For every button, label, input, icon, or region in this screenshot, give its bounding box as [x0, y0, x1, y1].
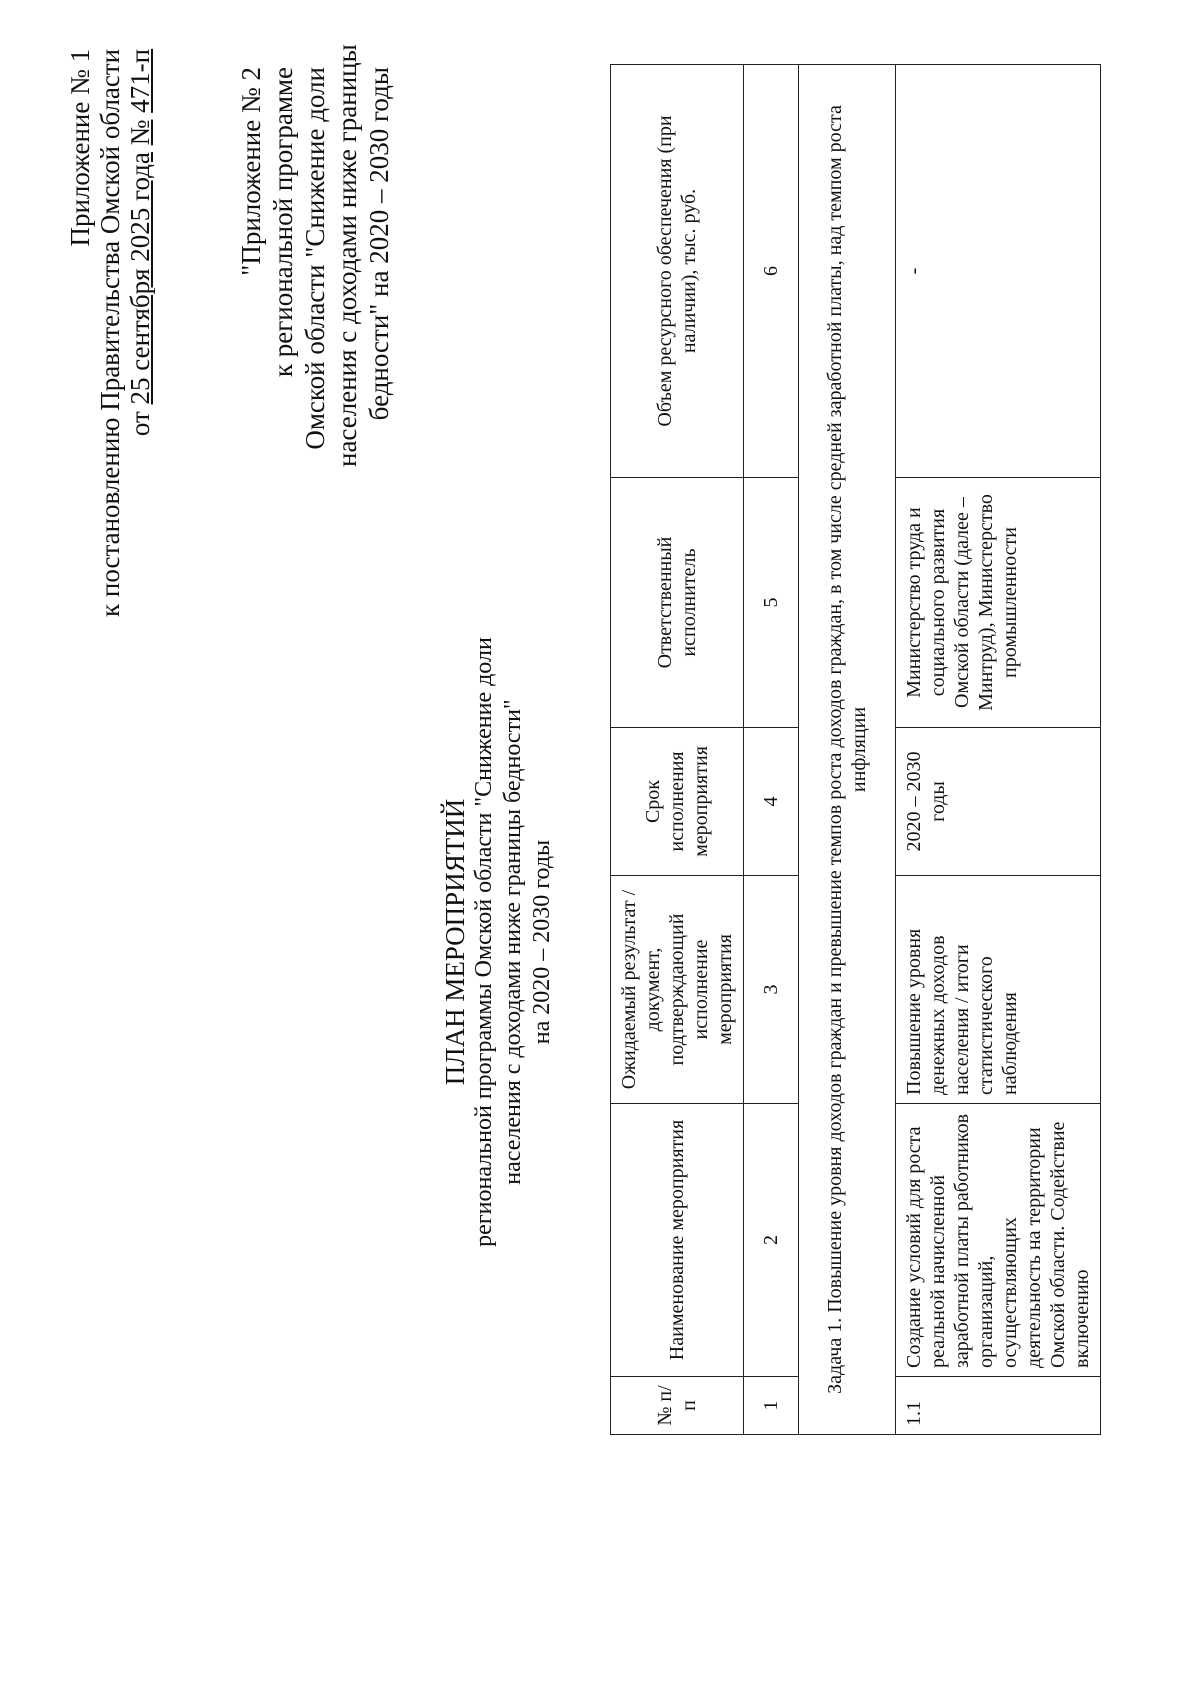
column-number: 3	[744, 876, 799, 1104]
appendix-2-header	[235, 44, 395, 467]
row-term: 2020 – 2030 годы	[896, 728, 1101, 876]
task-heading: Задача 1. Повышение уровня доходов граждан и превышение темпов роста доходов граждан, в том числе средней заработной платы, над темпом роста инфляции	[799, 65, 896, 1435]
appendix-1-title: Приложение № 1	[65, 48, 95, 247]
header-cell-name: Наименование мероприятия	[611, 1104, 744, 1377]
table-header-row	[611, 65, 744, 1435]
header-cell-number: № п/п	[611, 1377, 744, 1435]
measures-table	[610, 64, 1101, 1435]
header-cell-executor: Ответственный исполнитель	[611, 478, 744, 728]
subtitle-line: населения с доходами ниже границы бедности"	[500, 699, 526, 1185]
plan-subtitle	[470, 582, 557, 1302]
header-cell-term: Срок исполнения мероприятия	[611, 728, 744, 876]
date-prefix: от	[125, 411, 155, 437]
task-row	[799, 65, 896, 1435]
row-number: 1.1	[896, 1377, 1101, 1435]
column-number: 5	[744, 478, 799, 728]
subtitle-line: на 2020 – 2030 годы	[529, 839, 555, 1045]
appendix-1-date-line	[125, 49, 155, 617]
row-expected-result: Повышение уровня денежных доходов населения / итоги статистического наблюдения	[896, 876, 1101, 1104]
plan-title: ПЛАН МЕРОПРИЯТИЙ	[440, 798, 470, 1086]
column-number: 6	[744, 65, 799, 478]
column-number: 2	[744, 1104, 799, 1377]
column-number-row	[744, 65, 799, 1435]
resolution-number: 471-п	[125, 48, 155, 113]
resolution-date: 25 сентября 2025 года	[125, 152, 155, 405]
row-funding: -	[896, 65, 1101, 478]
subtitle-line: региональной программы Омской области "Снижение доли	[471, 637, 497, 1247]
document-title	[440, 582, 557, 1302]
appendix-1-reference: к постановлению Правительства Омской области	[95, 48, 125, 617]
number-sign: №	[125, 119, 155, 146]
appendix-2-line: населения с доходами ниже границы	[332, 44, 362, 467]
appendix-2-line: Омской области "Снижение доли	[300, 67, 330, 450]
table-row	[896, 65, 1101, 1435]
column-number: 4	[744, 728, 799, 876]
appendix-1-header	[65, 49, 155, 617]
appendix-2-line: к региональной программе	[268, 67, 298, 378]
row-measure-name: Создание условий для роста реальной начисленной заработной платы работников организаций, осуществляющих деятельность на территории Омской области. Содействие включению	[896, 1104, 1101, 1377]
header-cell-funding: Объем ресурсного обеспечения (при наличии), тыс. руб.	[611, 65, 744, 478]
header-cell-result: Ожидаемый результат / документ, подтверждающий исполнение мероприятия	[611, 876, 744, 1104]
row-executor: Министерство труда и социального развития Омской области (далее – Минтруд), Министерство промышленности	[896, 478, 1101, 728]
column-number: 1	[744, 1377, 799, 1435]
appendix-2-line: "Приложение № 2	[236, 67, 266, 276]
appendix-2-line: бедности" на 2020 – 2030 годы	[364, 67, 394, 421]
